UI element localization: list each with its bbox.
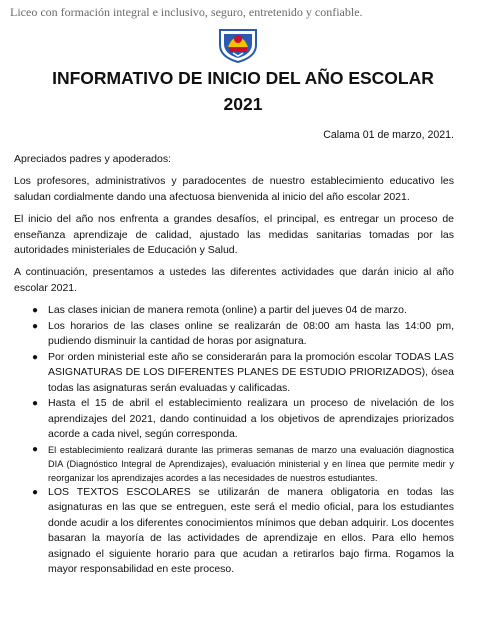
bullet-icon: ● [32,398,39,409]
list-item [0,485,454,578]
document-title-line2: 2021 [223,94,263,114]
document-title-line1: INFORMATIVO DE INICIO DEL AÑO ESCOLAR [52,68,434,88]
activities-list [0,303,486,578]
paragraph-challenges: El inicio del año nos enfrenta a grandes desafíos, el principal, es entregar un proceso de enseñanza aprendizaje de calidad, ajustado las medidas sanitarias tomadas por las autoridades ministeriales de Educación y Salud. [14,213,454,256]
paragraph-intro-activities: A continuación, presentamos a ustedes las diferentes actividades que darán inicio al año escolar 2021. [14,266,454,294]
document-date: Calama 01 de marzo, 2021. [323,129,454,141]
bullet-icon: ● [32,305,39,316]
list-item-text: Los horarios de las clases online se realizarán de 08:00 am hasta las 14:00 pm, pudiendo disminuir la cantidad de horas por asignatura. [48,319,454,347]
bullet-icon: ● [32,443,39,455]
list-item-text: Hasta el 15 de abril el establecimiento realizara un proceso de nivelación de los aprendizajes del 2021, dando continuidad a los objetivos de aprendizajes priorizados acorde a cada nivel, según corresponda. [48,397,454,440]
bullet-icon: ● [32,320,39,332]
school-motto: Liceo con formación integral e inclusivo, seguro, entretenido y confiable. [10,5,363,19]
list-item-text: Las clases inician de manera remota (online) a partir del jueves 04 de marzo. [48,304,407,316]
bullet-icon: ● [32,351,39,363]
list-item [0,303,454,319]
list-item [0,396,454,443]
greeting: Apreciados padres y apoderados: [14,153,172,165]
list-item [0,319,454,350]
school-crest-logo [217,27,259,63]
list-item-text: El establecimiento realizará durante las primeras semanas de marzo una evaluación diagnostica DIA (Diagnóstico Integral de Aprendizajes), evaluación ministerial y en línea que permite medir y reorganizar los aprendizajes acordes a las necesidades de nuestros estudiantes. [48,444,454,483]
bullet-icon: ● [32,486,39,498]
list-item [0,350,454,397]
list-item-text: Por orden ministerial este año se considerarán para la promoción escolar TODAS LAS ASIGNATURAS DE LOS DIFERENTES PLANES DE ESTUDIO PRIORIZADOS), ósea todas las asignaturas serán evaluadas y calificadas. [48,350,454,394]
list-item-text: LOS TEXTOS ESCOLARES se utilizarán de manera obligatoria en todas las asignaturas en las que se entreguen, este será el medio oficial, para los estudiantes donde acudir a los diferentes conocimientos mínimos que deban adquirir. Los docentes basaran la mayoría de las actividades de aprendizaje en ellos. Para ello hemos asignado el siguiente horario para que acudan a retirarlos bajo firma. Rogamos la mayor responsabilidad en este proceso. [48,485,454,575]
paragraph-welcome: Los profesores, administrativos y paradocentes de nuestro establecimiento educativo les saludan cordialmente dando una afectuosa bienvenida al inicio del año escolar 2021. [14,175,454,203]
list-item [0,443,454,485]
